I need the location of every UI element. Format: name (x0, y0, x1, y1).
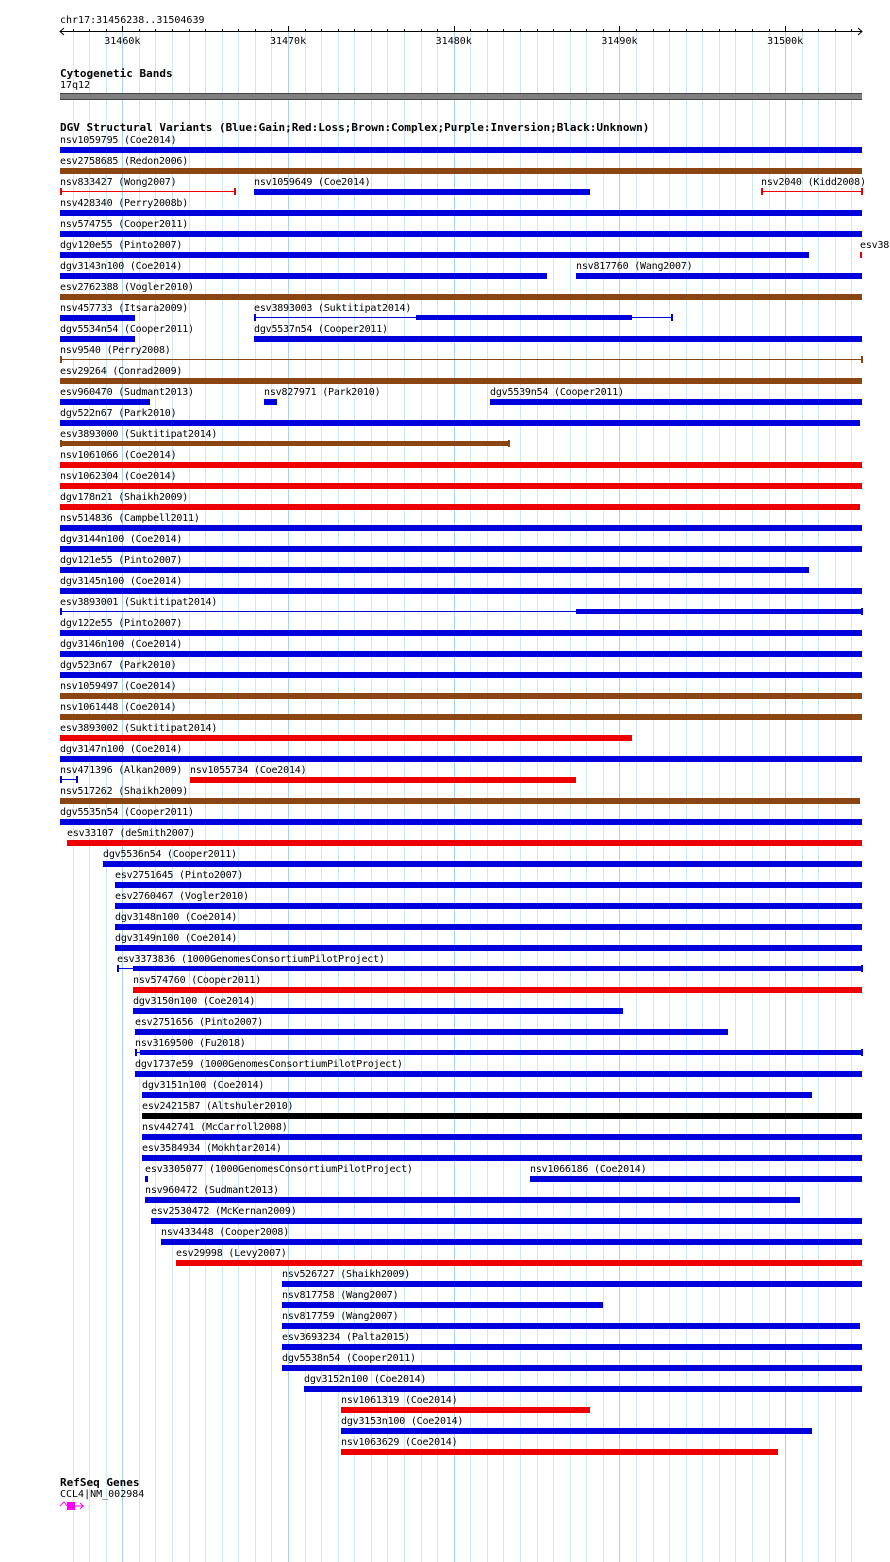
sv-bar[interactable] (60, 462, 862, 468)
ruler-tick-label: 31460k (104, 36, 141, 47)
sv-bar-thick[interactable] (416, 315, 632, 320)
sv-bar[interactable] (490, 399, 862, 405)
sv-label[interactable]: esv3693234 (Palta2015) (282, 1332, 411, 1343)
sv-bar[interactable] (282, 1365, 862, 1371)
sv-bar[interactable] (176, 1260, 862, 1266)
sv-label[interactable]: esv3893002 (Suktitipat2014) (60, 723, 218, 734)
sv-bar-thick[interactable] (60, 441, 509, 446)
sv-label[interactable]: nsv574755 (Cooper2011) (60, 219, 189, 230)
sv-label[interactable]: nsv2040 (Kidd2008) (761, 177, 866, 188)
sv-label[interactable]: dgv5535n54 (Cooper2011) (60, 807, 194, 818)
sv-label[interactable]: nsv1061319 (Coe2014) (341, 1395, 458, 1406)
sv-bar[interactable] (145, 1176, 148, 1182)
sv-label[interactable]: esv2530472 (McKernan2009) (151, 1206, 297, 1217)
ruler-tick-label: 31480k (435, 36, 472, 47)
sv-bar[interactable] (264, 399, 277, 405)
sv-label[interactable]: esv2760467 (Vogler2010) (115, 891, 249, 902)
gene-glyph[interactable] (58, 1500, 88, 1512)
sv-label[interactable]: nsv817759 (Wang2007) (282, 1311, 399, 1322)
sv-bar[interactable] (190, 777, 576, 783)
sv-label[interactable]: dgv3148n100 (Coe2014) (115, 912, 238, 923)
sv-bar[interactable] (135, 1071, 862, 1077)
sv-label[interactable]: dgv3149n100 (Coe2014) (115, 933, 238, 944)
sv-label[interactable]: nsv827971 (Park2010) (264, 387, 381, 398)
ruler-tick-label: 31490k (601, 36, 638, 47)
sv-bar[interactable] (530, 1176, 862, 1182)
sv-bar-end[interactable] (60, 608, 62, 615)
ruler-axis (0, 0, 890, 60)
sv-label[interactable]: esv2421587 (Altshuler2010) (142, 1101, 294, 1112)
sv-label[interactable]: nsv526727 (Shaikh2009) (282, 1269, 411, 1280)
sv-label[interactable]: dgv5537n54 (Cooper2011) (254, 324, 388, 335)
ruler-tick-label: 31470k (269, 36, 307, 47)
sv-bar-thick[interactable] (576, 609, 862, 614)
sv-bar-thick[interactable] (140, 1050, 862, 1055)
sv-label[interactable]: esv3893003 (Suktitipat2014) (254, 303, 412, 314)
sv-label[interactable]: dgv122e55 (Pinto2007) (60, 618, 183, 629)
sv-bar[interactable] (304, 1386, 862, 1392)
sv-bar[interactable] (60, 693, 862, 699)
cytoband-label: 17q12 (60, 80, 91, 91)
sv-label[interactable]: dgv3147n100 (Coe2014) (60, 744, 183, 755)
sv-bar-end[interactable] (234, 188, 236, 195)
sv-label[interactable]: nsv574760 (Cooper2011) (133, 975, 262, 986)
sv-bar[interactable] (60, 546, 862, 552)
sv-bar[interactable] (60, 147, 862, 153)
sv-bar-end[interactable] (117, 965, 119, 972)
sv-bar[interactable] (142, 1113, 862, 1119)
sv-bar[interactable] (60, 273, 547, 279)
sv-label[interactable]: dgv5539n54 (Cooper2011) (490, 387, 624, 398)
sv-bar-end[interactable] (76, 776, 78, 783)
sv-bar-end[interactable] (671, 314, 673, 321)
sv-bar[interactable] (60, 525, 862, 531)
ruler-tick-label: 31500k (767, 36, 804, 47)
sv-label[interactable]: esv2751645 (Pinto2007) (115, 870, 244, 881)
sv-bar[interactable] (341, 1407, 590, 1413)
sv-label[interactable]: nsv960472 (Sudmant2013) (145, 1185, 279, 1196)
sv-bar-end[interactable] (254, 314, 256, 321)
sv-label[interactable]: dgv3153n100 (Coe2014) (341, 1416, 464, 1427)
sv-bar[interactable] (60, 779, 77, 780)
sv-bar[interactable] (60, 359, 862, 360)
sv-bar-end[interactable] (135, 1049, 137, 1056)
sv-label[interactable]: nsv1055734 (Coe2014) (190, 765, 307, 776)
sv-bar-end[interactable] (861, 188, 863, 195)
sv-bar[interactable] (60, 399, 150, 405)
sv-label[interactable]: esv29264 (Conrad2009) (60, 366, 183, 377)
dgv-track-title[interactable]: DGV Structural Variants (Blue:Gain;Red:Loss;Brown:Complex;Purple:Inversion;Black:Unknown) (60, 121, 650, 134)
sv-label[interactable]: nsv517262 (Shaikh2009) (60, 786, 189, 797)
sv-label[interactable]: nsv1059497 (Coe2014) (60, 681, 177, 692)
sv-bar[interactable] (60, 168, 862, 174)
sv-bar[interactable] (341, 1428, 812, 1434)
sv-bar[interactable] (60, 504, 860, 510)
sv-label[interactable]: dgv3143n100 (Coe2014) (60, 261, 183, 272)
sv-label[interactable]: nsv1062304 (Coe2014) (60, 471, 177, 482)
sv-bar[interactable] (60, 336, 135, 342)
sv-bar[interactable] (133, 987, 862, 993)
sv-label[interactable]: nsv1059649 (Coe2014) (254, 177, 371, 188)
sv-label[interactable]: esv3893000 (Suktitipat2014) (60, 429, 218, 440)
refseq-track-title[interactable]: RefSeq Genes (60, 1476, 140, 1489)
sv-label[interactable]: dgv5536n54 (Cooper2011) (103, 849, 237, 860)
sv-label[interactable]: nsv817760 (Wang2007) (576, 261, 693, 272)
sv-label[interactable]: dgv178n21 (Shaikh2009) (60, 492, 189, 503)
sv-label[interactable]: nsv428340 (Perry2008b) (60, 198, 189, 209)
sv-label[interactable]: dgv121e55 (Pinto2007) (60, 555, 183, 566)
ruler-region-label: chr17:31456238..31504639 (60, 15, 205, 26)
sv-bar[interactable] (60, 378, 862, 384)
sv-bar-end[interactable] (60, 776, 62, 783)
sv-bar[interactable] (60, 231, 862, 237)
sv-bar[interactable] (60, 735, 632, 741)
sv-label[interactable]: dgv522n67 (Park2010) (60, 408, 177, 419)
sv-bar[interactable] (60, 252, 809, 258)
sv-bar[interactable] (60, 630, 862, 636)
sv-label[interactable]: dgv3144n100 (Coe2014) (60, 534, 183, 545)
sv-bar[interactable] (145, 1197, 800, 1203)
sv-label[interactable]: nsv442741 (McCarroll2008) (142, 1122, 288, 1133)
sv-label[interactable]: esv2762388 (Vogler2010) (60, 282, 194, 293)
cytoband-track-title[interactable]: Cytogenetic Bands (60, 67, 173, 80)
sv-bar[interactable] (282, 1281, 862, 1287)
sv-label[interactable]: esv29998 (Levy2007) (176, 1248, 287, 1259)
sv-bar[interactable] (860, 252, 862, 258)
sv-bar[interactable] (60, 651, 862, 657)
sv-bar[interactable] (60, 672, 862, 678)
sv-label[interactable]: nsv433448 (Cooper2008) (161, 1227, 290, 1238)
sv-label[interactable]: nsv471396 (Alkan2009) (60, 765, 183, 776)
sv-label[interactable]: nsv817758 (Wang2007) (282, 1290, 399, 1301)
sv-bar[interactable] (254, 336, 862, 342)
sv-label[interactable]: dgv5538n54 (Cooper2011) (282, 1353, 416, 1364)
sv-label[interactable]: nsv514836 (Campbell2011) (60, 513, 200, 524)
sv-bar[interactable] (282, 1344, 862, 1350)
sv-bar-end[interactable] (861, 356, 863, 363)
sv-bar[interactable] (115, 903, 862, 909)
sv-bar[interactable] (60, 588, 862, 594)
sv-bar-end[interactable] (761, 188, 763, 195)
sv-label[interactable]: dgv3152n100 (Coe2014) (304, 1374, 427, 1385)
sv-bar[interactable] (67, 840, 862, 846)
sv-label[interactable]: esv960470 (Sudmant2013) (60, 387, 194, 398)
sv-bar[interactable] (115, 882, 862, 888)
sv-label[interactable]: nsv9540 (Perry2008) (60, 345, 171, 356)
sv-label[interactable]: nsv457733 (Itsara2009) (60, 303, 189, 314)
sv-bar[interactable] (161, 1239, 862, 1245)
sv-bar[interactable] (282, 1323, 860, 1329)
sv-label[interactable]: nsv1066186 (Coe2014) (530, 1164, 647, 1175)
sv-label[interactable]: dgv3146n100 (Coe2014) (60, 639, 183, 650)
sv-label[interactable]: esv3373836 (1000GenomesConsortiumPilotProject) (117, 954, 385, 965)
sv-bar[interactable] (60, 191, 235, 192)
sv-bar[interactable] (103, 861, 862, 867)
gene-label[interactable]: CCL4|NM_002984 (60, 1489, 145, 1500)
sv-bar[interactable] (761, 191, 862, 192)
sv-label[interactable]: esv3893001 (Suktitipat2014) (60, 597, 218, 608)
sv-bar-end[interactable] (60, 356, 62, 363)
sv-label[interactable]: esv2758685 (Redon2006) (60, 156, 189, 167)
sv-label[interactable]: nsv1061448 (Coe2014) (60, 702, 177, 713)
cytoband-bar[interactable] (60, 93, 862, 100)
sv-bar[interactable] (60, 420, 860, 426)
sv-label[interactable]: esv38 (860, 240, 890, 251)
sv-bar[interactable] (142, 1155, 862, 1161)
sv-label[interactable]: nsv833427 (Wong2007) (60, 177, 177, 188)
sv-label[interactable]: nsv1059795 (Coe2014) (60, 135, 177, 146)
sv-bar[interactable] (60, 756, 862, 762)
sv-label[interactable]: nsv3169500 (Fu2018) (135, 1038, 246, 1049)
sv-bar[interactable] (60, 315, 135, 321)
sv-bar[interactable] (133, 1008, 623, 1014)
sv-bar[interactable] (142, 1092, 812, 1098)
sv-bar[interactable] (254, 189, 590, 195)
sv-label[interactable]: dgv5534n54 (Cooper2011) (60, 324, 194, 335)
sv-bar[interactable] (282, 1302, 603, 1308)
sv-bar-end[interactable] (60, 188, 62, 195)
sv-label[interactable]: nsv1063629 (Coe2014) (341, 1437, 458, 1448)
sv-bar[interactable] (115, 945, 862, 951)
sv-bar[interactable] (341, 1449, 778, 1455)
sv-label[interactable]: esv2751656 (Pinto2007) (135, 1017, 264, 1028)
sv-bar[interactable] (60, 483, 862, 489)
sv-bar[interactable] (142, 1134, 862, 1140)
sv-label[interactable]: dgv523n67 (Park2010) (60, 660, 177, 671)
sv-label[interactable]: dgv3150n100 (Coe2014) (133, 996, 256, 1007)
sv-label[interactable]: esv3584934 (Mokhtar2014) (142, 1143, 282, 1154)
sv-bar[interactable] (135, 1029, 728, 1035)
sv-bar[interactable] (151, 1218, 862, 1224)
sv-label[interactable]: dgv3151n100 (Coe2014) (142, 1080, 265, 1091)
sv-label[interactable]: esv3305077 (1000GenomesConsortiumPilotProject) (145, 1164, 413, 1175)
sv-label[interactable]: dgv3145n100 (Coe2014) (60, 576, 183, 587)
sv-label[interactable]: esv33107 (deSmith2007) (67, 828, 196, 839)
sv-label[interactable]: dgv120e55 (Pinto2007) (60, 240, 183, 251)
sv-bar[interactable] (60, 210, 862, 216)
sv-bar[interactable] (60, 819, 862, 825)
sv-bar[interactable] (60, 798, 860, 804)
sv-bar[interactable] (60, 714, 862, 720)
sv-bar[interactable] (60, 294, 862, 300)
sv-bar[interactable] (115, 924, 862, 930)
sv-bar[interactable] (576, 273, 862, 279)
sv-bar[interactable] (60, 567, 809, 573)
sv-label[interactable]: nsv1061066 (Coe2014) (60, 450, 177, 461)
sv-bar-thick[interactable] (133, 966, 862, 971)
sv-label[interactable]: dgv1737e59 (1000GenomesConsortiumPilotProject) (135, 1059, 403, 1070)
